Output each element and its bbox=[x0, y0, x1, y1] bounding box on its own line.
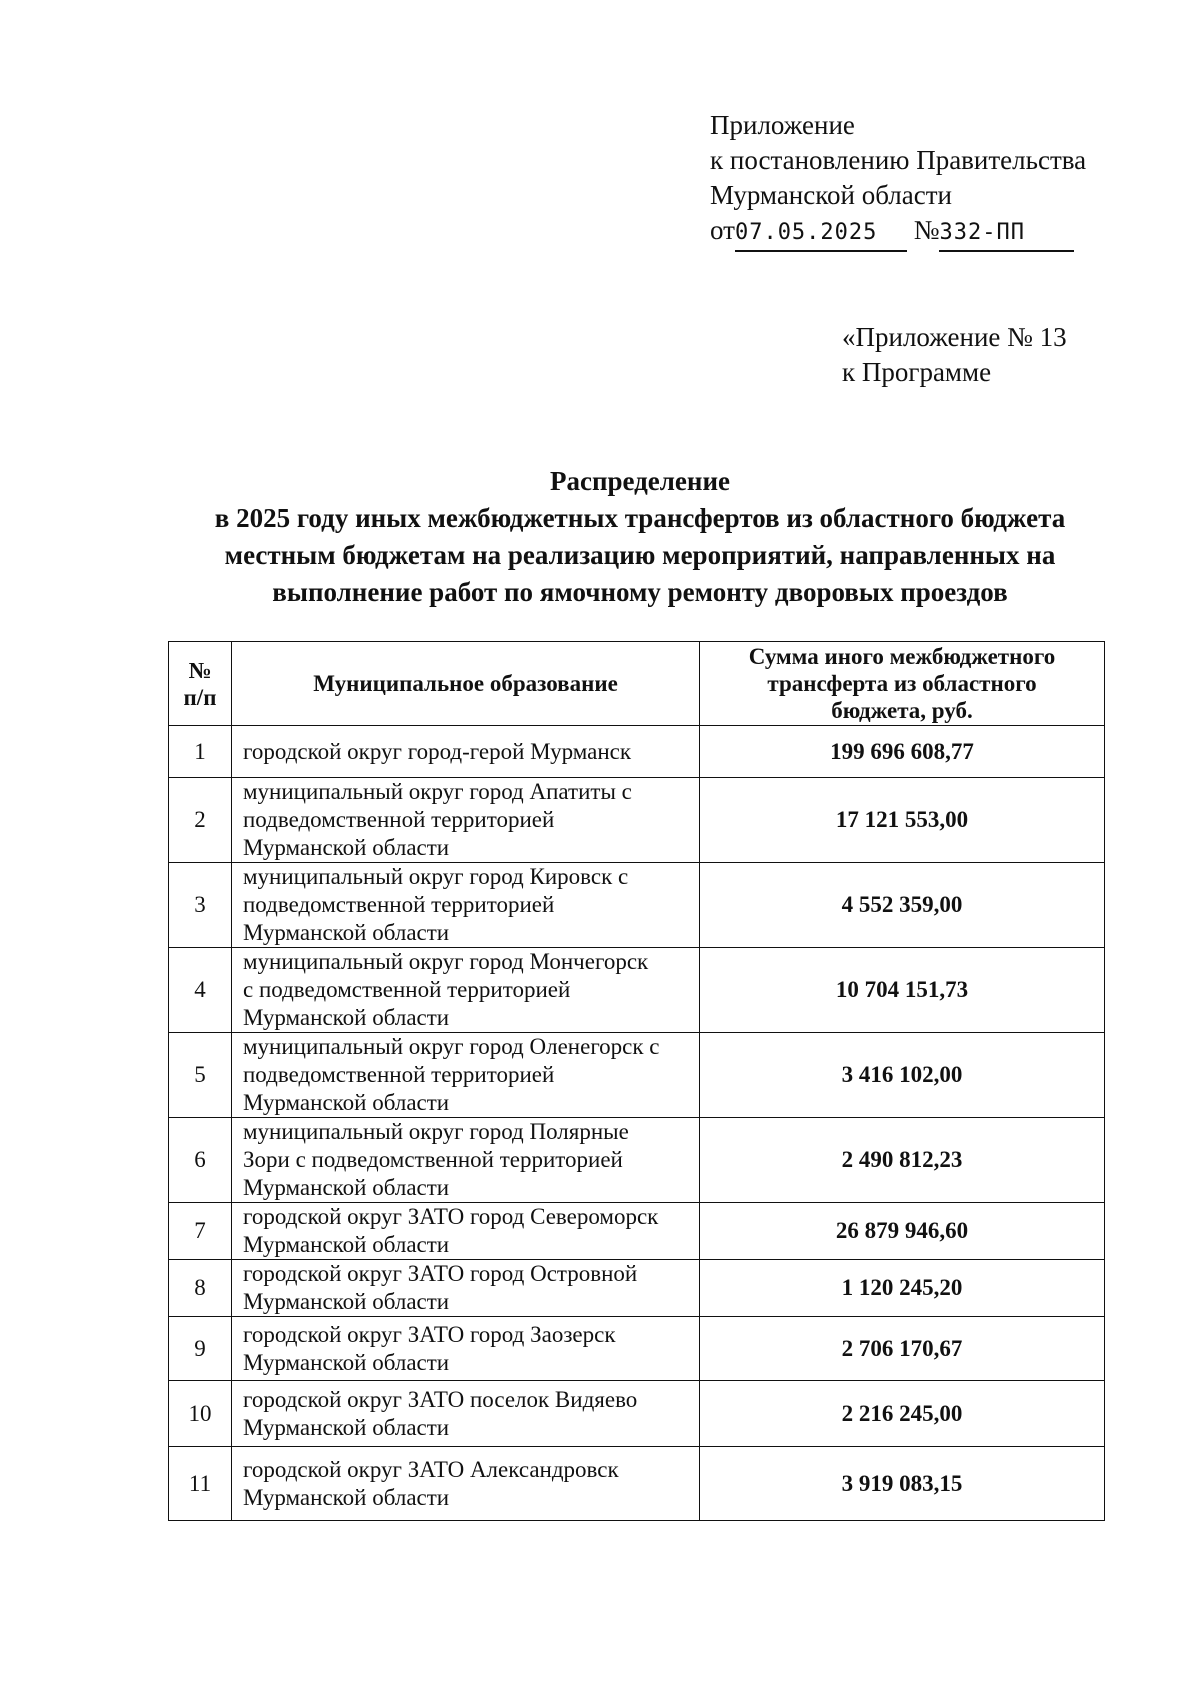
municipality-name-line: подведомственной территорией bbox=[243, 1062, 555, 1087]
row-number: 11 bbox=[169, 1447, 232, 1521]
number-prefix: № bbox=[913, 215, 940, 245]
transfer-amount: 3 919 083,15 bbox=[700, 1447, 1105, 1521]
municipality-name-line: Мурманской области bbox=[243, 1090, 450, 1115]
table-row bbox=[169, 948, 1105, 1033]
municipality-name-line: муниципальный округ город Апатиты с bbox=[243, 779, 632, 804]
table-row bbox=[169, 1118, 1105, 1203]
transfer-amount: 10 704 151,73 bbox=[700, 948, 1105, 1033]
municipality-name-line: Мурманской области bbox=[243, 1005, 450, 1030]
municipality-name bbox=[232, 1260, 700, 1317]
municipality-name bbox=[232, 726, 700, 778]
row-number: 3 bbox=[169, 863, 232, 948]
transfer-amount: 3 416 102,00 bbox=[700, 1033, 1105, 1118]
municipality-name-line: Зори с подведомственной территорией bbox=[243, 1147, 623, 1172]
approval-header bbox=[710, 108, 1086, 252]
transfer-amount: 2 216 245,00 bbox=[700, 1381, 1105, 1447]
municipality-name-line: городской округ ЗАТО город Североморск bbox=[243, 1204, 659, 1229]
document-title bbox=[160, 463, 1120, 611]
municipality-name-line: городской округ город-герой Мурманск bbox=[243, 738, 632, 764]
header-line-1: Приложение bbox=[710, 110, 855, 140]
appendix-line-1: «Приложение № 13 bbox=[842, 322, 1067, 352]
header-line-2: к постановлению Правительства bbox=[710, 145, 1087, 175]
municipality-name-line: муниципальный округ город Кировск с bbox=[243, 864, 629, 889]
municipality-name-line: Мурманской области bbox=[243, 835, 450, 860]
header-sum: Сумма иного межбюджетного трансферта из областного бюджета, руб. bbox=[700, 642, 1105, 726]
row-number: 10 bbox=[169, 1381, 232, 1447]
title-line-3: местным бюджетам на реализацию мероприятий, направленных на bbox=[224, 540, 1056, 570]
municipality-name bbox=[232, 1317, 700, 1381]
municipality-name bbox=[232, 1203, 700, 1260]
municipality-name bbox=[232, 1033, 700, 1118]
appendix-line-2: к Программе bbox=[842, 357, 992, 387]
title-line-1: Распределение bbox=[549, 466, 731, 496]
table-row bbox=[169, 1381, 1105, 1447]
municipality-name-line: Мурманской области bbox=[243, 920, 450, 945]
municipality-name-line: Мурманской области bbox=[243, 1289, 450, 1314]
municipality-name-line: городской округ ЗАТО Александровск bbox=[243, 1456, 619, 1482]
decree-number: 332-ПП bbox=[939, 215, 1074, 252]
transfer-amount: 26 879 946,60 bbox=[700, 1203, 1105, 1260]
municipality-name-line: с подведомственной территорией bbox=[243, 977, 571, 1002]
row-number: 8 bbox=[169, 1260, 232, 1317]
decree-date: 07.05.2025 bbox=[735, 215, 907, 252]
municipality-name-line: городской округ ЗАТО город Заозерск bbox=[243, 1321, 616, 1347]
table-row bbox=[169, 1447, 1105, 1521]
row-number: 2 bbox=[169, 778, 232, 863]
row-number: 1 bbox=[169, 726, 232, 778]
municipality-name bbox=[232, 948, 700, 1033]
table-header-row bbox=[169, 642, 1105, 726]
date-prefix: от bbox=[710, 215, 735, 245]
municipality-name-line: Мурманской области bbox=[243, 1175, 450, 1200]
header-municipality: Муниципальное образование bbox=[232, 642, 700, 726]
municipality-name bbox=[232, 778, 700, 863]
table-row bbox=[169, 726, 1105, 778]
municipality-name bbox=[232, 1381, 700, 1447]
title-line-4: выполнение работ по ямочному ремонту дворовых проездов bbox=[272, 577, 1008, 607]
municipality-name-line: Мурманской области bbox=[243, 1414, 450, 1440]
appendix-reference bbox=[842, 320, 1067, 390]
municipality-name-line: муниципальный округ город Полярные bbox=[243, 1119, 629, 1144]
table-row bbox=[169, 1203, 1105, 1260]
header-number: № п/п bbox=[169, 642, 232, 726]
transfer-amount: 2 706 170,67 bbox=[700, 1317, 1105, 1381]
municipality-name bbox=[232, 1118, 700, 1203]
table-row bbox=[169, 778, 1105, 863]
municipality-name-line: муниципальный округ город Оленегорск с bbox=[243, 1034, 660, 1059]
header-date-line bbox=[710, 213, 1086, 252]
transfer-amount: 1 120 245,20 bbox=[700, 1260, 1105, 1317]
municipality-name-line: городской округ ЗАТО город Островной bbox=[243, 1261, 638, 1286]
transfer-amount: 199 696 608,77 bbox=[700, 726, 1105, 778]
table-row bbox=[169, 1260, 1105, 1317]
municipality-name-line: подведомственной территорией bbox=[243, 807, 555, 832]
table-row bbox=[169, 1317, 1105, 1381]
title-line-2: в 2025 году иных межбюджетных трансфертов из областного бюджета bbox=[214, 503, 1066, 533]
row-number: 5 bbox=[169, 1033, 232, 1118]
municipality-name-line: Мурманской области bbox=[243, 1349, 450, 1375]
transfer-amount: 17 121 553,00 bbox=[700, 778, 1105, 863]
municipality-name bbox=[232, 863, 700, 948]
municipality-name-line: Мурманской области bbox=[243, 1484, 450, 1510]
transfer-amount: 4 552 359,00 bbox=[700, 863, 1105, 948]
transfer-amount: 2 490 812,23 bbox=[700, 1118, 1105, 1203]
table-row bbox=[169, 1033, 1105, 1118]
header-line-3: Мурманской области bbox=[710, 180, 952, 210]
municipality-name-line: подведомственной территорией bbox=[243, 892, 555, 917]
distribution-table bbox=[168, 641, 1105, 1521]
municipality-name-line: муниципальный округ город Мончегорск bbox=[243, 949, 649, 974]
row-number: 7 bbox=[169, 1203, 232, 1260]
row-number: 9 bbox=[169, 1317, 232, 1381]
municipality-name-line: Мурманской области bbox=[243, 1232, 450, 1257]
municipality-name bbox=[232, 1447, 700, 1521]
row-number: 6 bbox=[169, 1118, 232, 1203]
municipality-name-line: городской округ ЗАТО поселок Видяево bbox=[243, 1386, 638, 1412]
row-number: 4 bbox=[169, 948, 232, 1033]
table-body bbox=[169, 726, 1105, 1521]
table-row bbox=[169, 863, 1105, 948]
